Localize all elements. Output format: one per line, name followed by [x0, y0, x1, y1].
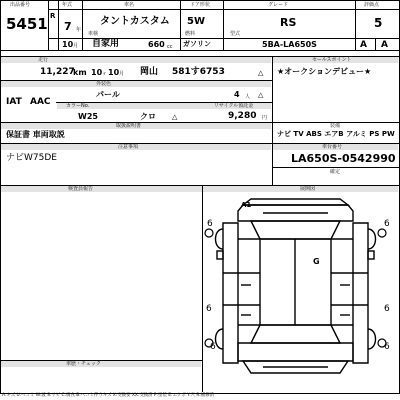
seats-unit: 人 — [245, 94, 251, 100]
inspection-unit: 月 — [73, 43, 79, 49]
month-sep: ヶ — [102, 71, 108, 77]
door-label: ドア形状 — [190, 2, 210, 8]
month-value: 10 — [91, 68, 103, 77]
diagram-title: 展開図 — [300, 186, 316, 192]
displacement: 660 — [148, 40, 165, 49]
equipment-label: 装備 — [330, 123, 341, 129]
row3-mark: △ — [258, 91, 264, 99]
color-no-label: カラーNo. — [66, 103, 90, 109]
mark-right-front: 6 — [384, 219, 390, 229]
exterior-score: A — [381, 40, 388, 50]
sales-point-title: セールスポイント — [312, 57, 352, 63]
score-value: 5 — [374, 16, 383, 30]
displacement-unit: cc — [167, 44, 173, 50]
fuel-type: ガソリン — [183, 40, 211, 48]
inspector-title: 検査員報告 — [68, 186, 94, 192]
year-label: 年式 — [62, 2, 73, 8]
remarks-title: 注意事項 — [118, 144, 139, 150]
grade-label: グレード — [268, 2, 289, 8]
year-value: 7 — [64, 20, 72, 33]
model-label: 型式 — [230, 31, 241, 37]
chassis-number: LA650S-0542990 — [291, 152, 396, 165]
mileage-unit: km — [73, 68, 87, 77]
remarks-text: ナビW75DE — [6, 153, 57, 163]
mark-left-front: 6 — [207, 219, 213, 229]
grade-value: RS — [280, 16, 297, 29]
color-value: パール — [96, 90, 120, 99]
inspection-month: 10 — [62, 40, 74, 49]
usage: 自家用 — [92, 39, 120, 49]
color-number: W25 — [78, 112, 98, 121]
month-value-2: 10 — [108, 68, 120, 77]
color-label: 外装色 — [96, 81, 112, 87]
mark-left-rear: 6 — [210, 342, 216, 352]
fuel-label: 燃料 — [185, 31, 196, 37]
recycle-label: リサイクル預託金 — [214, 103, 254, 109]
year-unit: 年 — [76, 27, 82, 33]
mark-g: G — [313, 257, 320, 266]
month-unit: 月 — [119, 71, 125, 77]
recycle-unit: 円 — [262, 115, 268, 121]
mark-left-mid: 6 — [206, 304, 212, 314]
chassis-title: 車台番号 — [322, 144, 343, 150]
score-label: 評価点 — [364, 2, 380, 8]
chassis-sub: 確定 — [330, 169, 341, 175]
door-type: 5W — [187, 16, 205, 27]
interior-score: A — [360, 40, 367, 50]
sales-point: ★オークションデビュー★ — [277, 67, 372, 76]
car-diagram — [203, 193, 398, 391]
ac-type: AAC — [30, 97, 51, 107]
lot-number-label: 出品番号 — [10, 2, 31, 8]
mark-a1: A1 — [241, 201, 252, 209]
footer-legend: A:キズ U:ヘコミ W:波 S:サビ C:腐食 B:ヘコミ伴うキズ X:交換要 XX:交換済 P:塗装 E:エクボ Y:穴 R:補修済 — [2, 393, 214, 398]
mark-right-mid: 6 — [384, 304, 390, 314]
mark-right-rear: 6 — [384, 342, 390, 352]
owner-note-title: 車歴・チェック — [66, 361, 101, 367]
row2-mark: △ — [258, 69, 264, 77]
year-era: R — [50, 12, 56, 20]
plate-number: 581す6753 — [172, 67, 225, 77]
equipment-list: ナビ TV ABS エアB アルミ PS PW — [277, 130, 395, 138]
recycle-value: 9,280 — [228, 111, 257, 121]
documents: 保証書 車両取説 — [6, 130, 65, 139]
car-name-label: 車名 — [124, 2, 135, 8]
row4-mark: △ — [172, 113, 178, 121]
inspection-label: 車検 — [88, 31, 99, 37]
region: 岡山 — [140, 67, 159, 77]
mileage-value: 11,227 — [40, 67, 75, 77]
docs-label: 取扱説明書 — [116, 123, 142, 129]
lot-number: 5451 — [6, 15, 48, 33]
seats-value: 4 — [234, 90, 240, 99]
model-code: 5BA-LA650S — [262, 40, 317, 49]
shift-type: IAT — [6, 97, 22, 107]
interior-color: クロ — [140, 112, 156, 121]
mileage-label: 走行 — [38, 57, 49, 63]
car-name: タントカスタム — [100, 16, 170, 27]
